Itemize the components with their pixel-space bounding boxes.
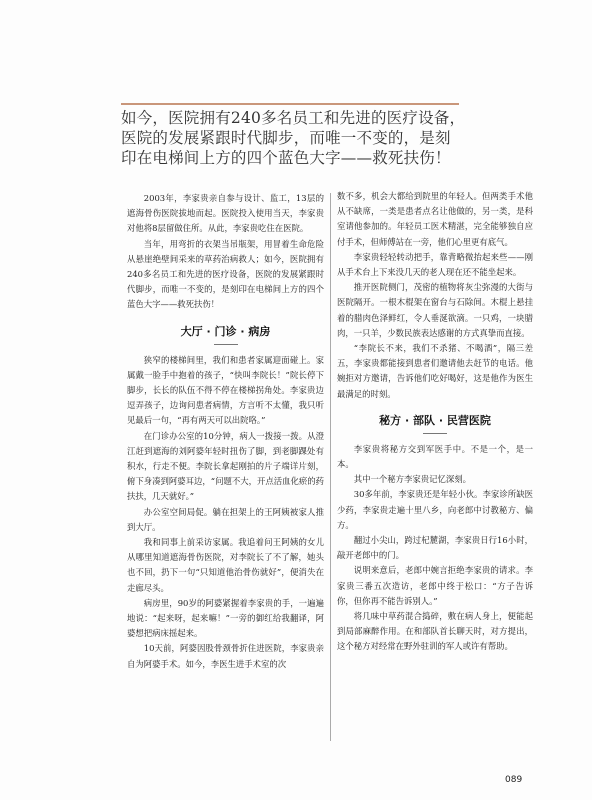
paragraph: 数不多，机会大都给到院里的年轻人。但两类手术他从不缺席，一类是患者点名让他做的，另一类，是科室请他参加的。年轻员工医术精湛，完全能够独自应付手术，但师傅站在一旁，他们心里更有底气。 [337,191,533,247]
paragraph: 推开医院侧门，茂密的植物将灰尘弥漫的大街与医院隔开。一根木棍架在窗台与石除间。木棍上悬挂着的腊肉色泽鲜红，令人垂涎欲滴。一只鸡，一块腊肉，一只羊，少数民族表达感谢的方式真挚而直接。 [337,282,533,338]
paragraph: “李院长不来，我们不杀猪、不喝酒”，隔三差五，李家贵都能接到患者们邀请他去赶节的电话。他婉拒对方邀请，告诉他们吃好喝好，这是他作为医生最满足的时刻。 [337,343,533,399]
right-column [337,189,533,655]
paragraph: 在门诊办公室的10分钟，病人一拨接一拨。从澄江赶到遮海的刘阿婆年轻时扭伤了脚，到老脚踝处有积水，行走不便。李院长拿起刚拍的片子端详片刻，俯下身凑到阿婆耳边，“问题不大，开点活血化瘀的药扶扶，几天就好。” [127,430,324,502]
paragraph: 将几味中草药混合捣碎，敷在病人身上，便能起到局部麻醉作用。在和部队首长聊天时，对方提出，这个秘方对经常在野外驻训的军人或许有帮助。 [337,611,533,652]
paragraph: 病房里，90岁的阿婆紧握着李家贵的手，一遍遍地说：“起来呀，起来嘛！”一旁的御红给我翻译，阿婆想把病床摇起来。 [127,597,324,639]
paragraph: 狭窄的楼梯间里，我们和患者家属迎面碰上。家属戴一脸手中抱着的孩子，“快叫李院长！”院长停下脚步，长长的队伍不得不停在楼梯拐角处。李家贵边逗弄孩子，边询问患者病情，方言听不太懂，我只听见最后一句，“再有两天可以出院咯。” [127,354,324,426]
paragraph: 翻过小尖山，跨过杞麓湖，李家贵日行16小时，敲开老郎中的门。 [337,535,533,561]
column-divider [330,193,331,741]
paragraph: 李家贵将秘方交到军医手中。不是一个，是一本。 [337,443,533,470]
page-number: 089 [505,775,523,785]
paragraph: 其中一个秘方李家贵记忆深刻。 [353,474,472,485]
section-underline [423,433,447,434]
paragraph: 李家贵轻轻转动把手，靠背略微抬起来些——刚从手术台上下来没几天的老人现在还不能坐起来。 [337,251,533,278]
paragraph: 2003年，李家贵亲自参与设计、监工，13层的遮海骨伤医院拔地而起。医院投入使用当天，李家贵对他将8层留做住所。从此，李家贵吃住在医院。 [127,193,324,234]
paragraph: 10天前，阿婆因股骨颈骨折住进医院，李家贵亲自为阿婆手术。如今，李医生进手术室的次 [127,643,324,669]
pull-quote: 如今，医院拥有240多名员工和先进的医疗设备，医院的发展紧跟时代脚步，而唯一不变的，是刻印在电梯间上方的四个蓝色大字——救死扶伤！ [121,109,466,167]
paragraph: 30多年前，李家贵还是年轻小伙。李家诊所缺医少药，李家贵走遍十里八乡，向老郎中讨教秘方、偏方。 [337,489,533,530]
paragraph: 当年，用弯折的衣架当吊瓶架，用冒着生命危险从悬崖绝壁间采来的草药治病救人；如今，医院拥有240多名员工和先进的医疗设备，医院的发展紧跟时代脚步，而唯一不变的，是刻印在电梯间上方的四个蓝色大字——救死扶伤！ [127,238,324,310]
paragraph: 我和同事上前采访家属。我追着问王阿姨的女儿从哪里知道遮海骨伤医院，对李院长了不了解，她头也不回，扔下一句“只知道他治骨伤就好”，便消失在走廊尽头。 [127,537,324,593]
paragraph: 说明来意后，老郎中婉言拒绝李家贵的请求。李家贵三番五次造访，老郎中终于松口：“方子告诉你，但你再不能告诉别人。” [337,565,533,606]
left-column [127,191,324,672]
section-underline [214,344,238,345]
paragraph: 办公室空间局促。躺在担架上的王阿姨被家人推到大厅。 [127,506,324,532]
section-title: 大厅 · 门诊 · 病房 [180,324,271,338]
section-title: 秘方 · 部队 · 民营医院 [379,413,491,427]
pull-quote-rule [121,103,459,105]
